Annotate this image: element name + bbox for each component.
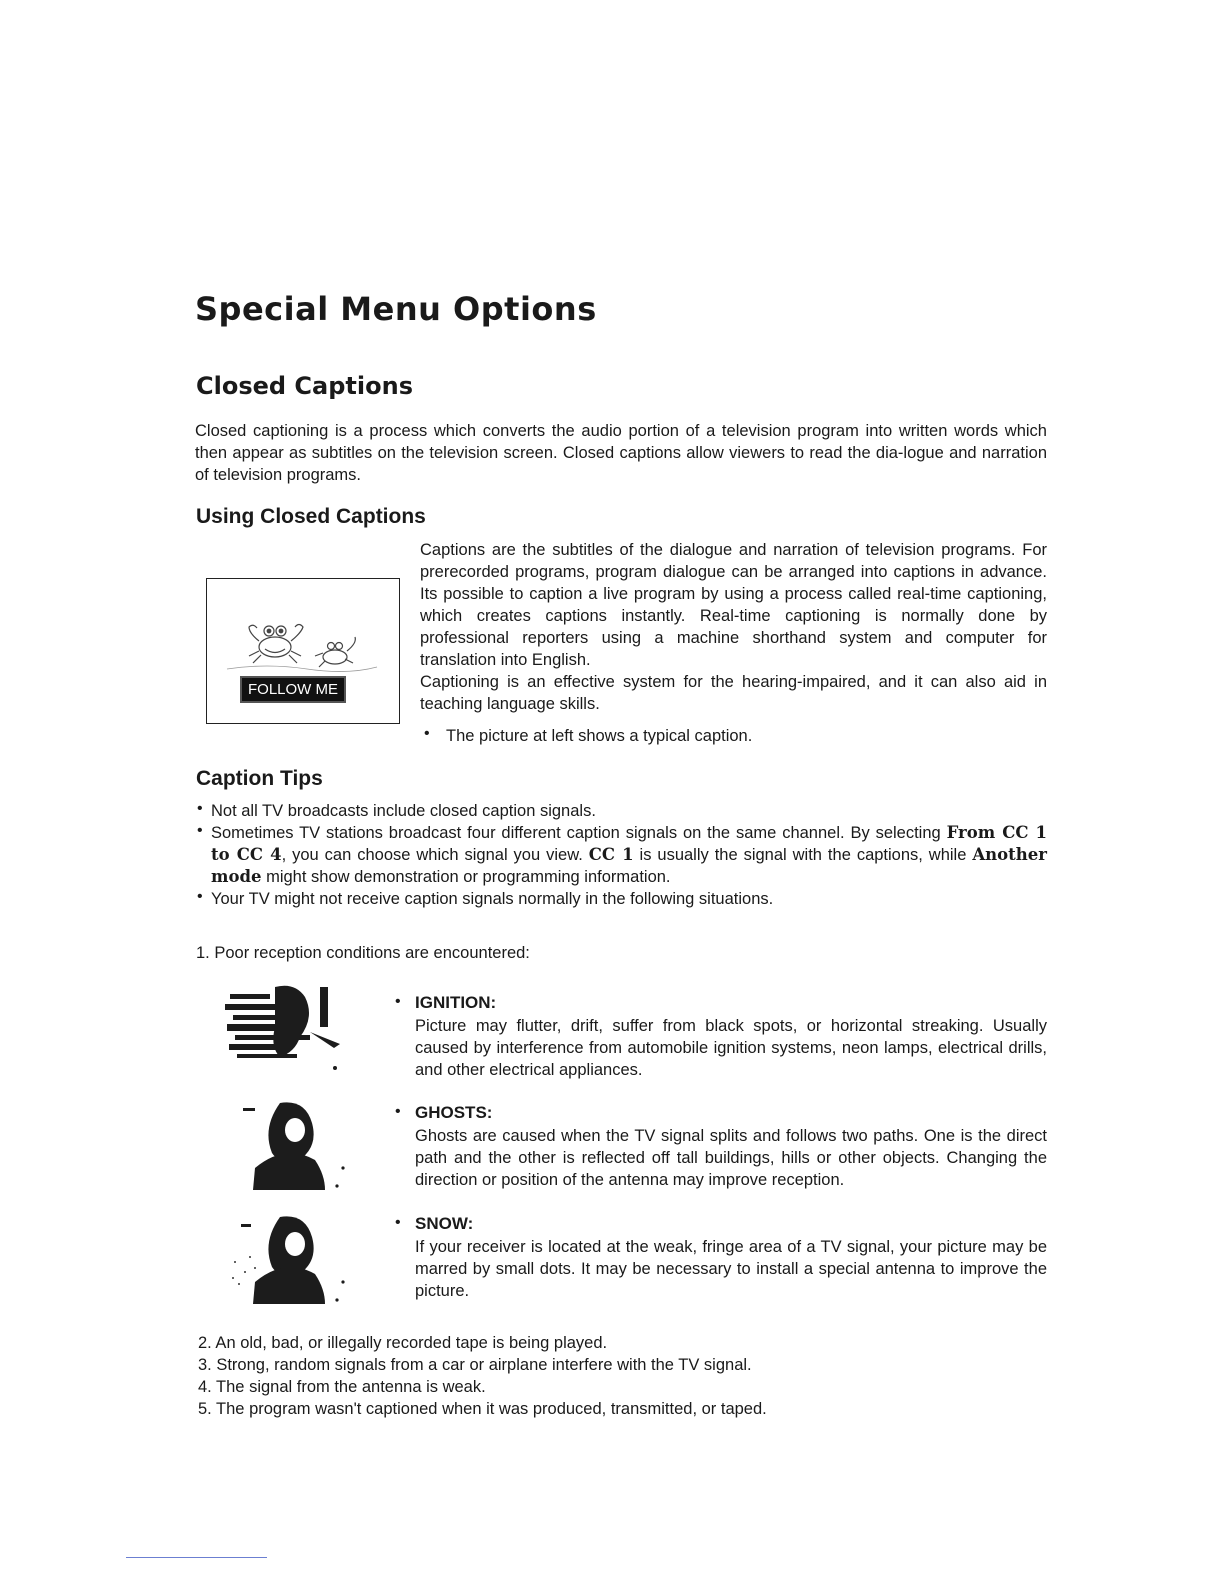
bullet-dot: • <box>395 1214 401 1231</box>
reception-item-1: 1. Poor reception conditions are encountered: <box>196 944 530 962</box>
bottom-divider-line <box>126 1557 267 1558</box>
condition-text-snow: If your receiver is located at the weak, fringe area of a TV signal, your picture may be marred by small dots. It may be necessary to install a special antenna to improve the picture. <box>415 1238 1047 1300</box>
using-captions-bullet: The picture at left shows a typical caption. <box>446 727 753 745</box>
caption-tip-3: Your TV might not receive caption signals normally in the following situations. <box>211 890 774 908</box>
reception-item-2: 2. An old, bad, or illegally recorded tape is being played. <box>198 1334 608 1352</box>
caption-example-illustration <box>206 578 400 724</box>
using-captions-paragraph-1: Captions are the subtitles of the dialogue and narration of television programs. For prerecorded programs, program dialogue can be arranged into captions in advance. Its possible to caption a live program by using a process called real-time captioning, which creates captions instantly. Real-time captioning is normally done by professional reporters using a machine shorthand system and computer for translation into English. <box>420 541 1047 669</box>
reception-item-5: 5. The program wasn't captioned when it was produced, transmitted, or taped. <box>198 1400 767 1418</box>
bullet-dot: • <box>395 993 401 1010</box>
caption-tips-heading: Caption Tips <box>196 767 323 790</box>
condition-title-ghosts: GHOSTS: <box>415 1103 493 1122</box>
ghosts-interference-image <box>225 1098 350 1193</box>
using-captions-paragraph-2: Captioning is an effective system for the hearing-impaired, and it can also aid in teaching language skills. <box>420 673 1047 713</box>
bullet-dot: • <box>395 1103 401 1120</box>
intro-paragraph: Closed captioning is a process which converts the audio portion of a television program into written words which then appear as subtitles on the television screen. Closed captions allow viewers to read the dia-logue and narration of television programs. <box>195 422 1047 484</box>
reception-item-4: 4. The signal from the antenna is weak. <box>198 1378 486 1396</box>
caption-tip-2: Sometimes TV stations broadcast four different caption signals on the same channel. By selecting From CC 1 to CC 4, you can choose which signal you view. CC 1 is usually the signal with the captions, while Another mode might show demonstration or programming information. <box>211 823 1047 886</box>
condition-title-ignition: IGNITION: <box>415 993 497 1012</box>
bullet-dot: • <box>197 822 203 839</box>
snow-interference-image <box>225 1212 350 1307</box>
caption-tip-1: Not all TV broadcasts include closed caption signals. <box>211 802 596 820</box>
bullet-dot: • <box>197 888 203 905</box>
caption-text-follow-me: FOLLOW ME <box>240 676 346 703</box>
section-heading-closed-captions: Closed Captions <box>196 372 413 400</box>
reception-item-3: 3. Strong, random signals from a car or airplane interfere with the TV signal. <box>198 1356 752 1374</box>
condition-text-ignition: Picture may flutter, drift, suffer from black spots, or horizontal streaking. Usually caused by interference from automobile ignition systems, neon lamps, electrical drills, and other electrical appliances. <box>415 1017 1047 1079</box>
bullet-dot: • <box>197 800 203 817</box>
crab-cartoon-image <box>207 579 401 679</box>
page-title: Special Menu Options <box>195 290 597 328</box>
condition-title-snow: SNOW: <box>415 1214 474 1233</box>
ignition-interference-image <box>225 982 350 1077</box>
condition-text-ghosts: Ghosts are caused when the TV signal splits and follows two paths. One is the direct path and the other is reflected off tall buildings, hills or other objects. Changing the direction or position of the antenna may improve reception. <box>415 1127 1047 1189</box>
bullet-dot: • <box>424 725 430 742</box>
using-closed-captions-heading: Using Closed Captions <box>196 505 426 528</box>
